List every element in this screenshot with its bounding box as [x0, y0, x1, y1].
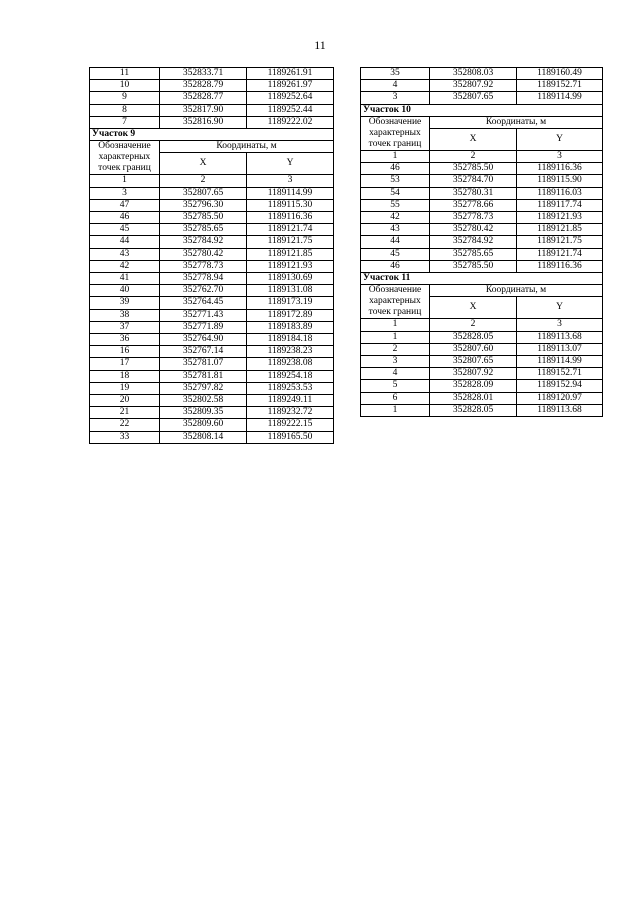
x-coordinate-cell: 352816.90: [160, 116, 247, 128]
x-coordinate-cell: 352807.65: [430, 92, 517, 104]
x-coordinate-cell: 352807.65: [430, 356, 517, 368]
right-column: [360, 67, 602, 417]
table-row: [90, 346, 334, 358]
y-coordinate-cell: 1189115.90: [517, 175, 603, 187]
column-number-cell: 3: [517, 151, 603, 163]
point-id-cell: 8: [90, 104, 160, 116]
y-coordinate-cell: 1189115.30: [247, 199, 334, 211]
x-coordinate-cell: 352833.71: [160, 68, 247, 80]
y-coordinate-cell: 1189252.44: [247, 104, 334, 116]
y-coordinate-cell: 1189113.07: [517, 343, 603, 355]
y-coordinate-cell: 1189121.93: [517, 212, 603, 224]
coordinates-header: Координаты, м: [160, 141, 334, 153]
point-id-cell: 2: [361, 343, 430, 355]
x-coordinate-cell: 352781.07: [160, 358, 247, 370]
table-row: [90, 309, 334, 321]
y-coordinate-cell: 1189222.02: [247, 116, 334, 128]
column-number-cell: 1: [361, 319, 430, 331]
point-id-cell: 40: [90, 285, 160, 297]
point-id-cell: 44: [361, 236, 430, 248]
coordinates-header: Координаты, м: [430, 285, 603, 297]
table-row: [90, 419, 334, 431]
y-coordinate-cell: 1189114.99: [247, 187, 334, 199]
y-header: Y: [517, 129, 603, 151]
section-title: Участок 11: [361, 273, 603, 285]
table-row: [90, 80, 334, 92]
y-coordinate-cell: 1189113.68: [517, 404, 603, 416]
table-row: [361, 92, 603, 104]
page-number: 11: [314, 38, 326, 52]
y-coordinate-cell: 1189152.71: [517, 368, 603, 380]
table-row: [361, 368, 603, 380]
y-coordinate-cell: 1189116.03: [517, 187, 603, 199]
x-coordinate-cell: 352828.05: [430, 331, 517, 343]
header-row: [361, 285, 603, 297]
table-row: [90, 273, 334, 285]
point-id-cell: 9: [90, 92, 160, 104]
table-row: [361, 68, 603, 80]
x-coordinate-cell: 352780.42: [160, 248, 247, 260]
point-id-cell: 36: [90, 334, 160, 346]
x-coordinate-cell: 352808.14: [160, 431, 247, 443]
x-coordinate-cell: 352796.30: [160, 199, 247, 211]
y-coordinate-cell: 1189232.72: [247, 407, 334, 419]
table-row: [361, 380, 603, 392]
column-number-cell: 3: [517, 319, 603, 331]
table-row: [90, 370, 334, 382]
x-coordinate-cell: 352778.73: [160, 260, 247, 272]
point-id-cell: 6: [361, 392, 430, 404]
x-coordinate-cell: 352764.90: [160, 334, 247, 346]
y-coordinate-cell: 1189261.91: [247, 68, 334, 80]
x-coordinate-cell: 352785.65: [430, 248, 517, 260]
point-id-cell: 22: [90, 419, 160, 431]
column-number-cell: 3: [247, 175, 334, 187]
point-id-cell: 43: [361, 224, 430, 236]
table-row: [90, 358, 334, 370]
x-coordinate-cell: 352828.05: [430, 404, 517, 416]
point-id-cell: 46: [361, 260, 430, 272]
x-coordinate-cell: 352778.73: [430, 212, 517, 224]
x-coordinate-cell: 352809.35: [160, 407, 247, 419]
x-coordinate-cell: 352764.45: [160, 297, 247, 309]
y-header: Y: [517, 297, 603, 319]
table-row: [90, 285, 334, 297]
column-number-cell: 1: [90, 175, 160, 187]
y-coordinate-cell: 1189113.68: [517, 331, 603, 343]
table-row: [90, 116, 334, 128]
table-row: [361, 248, 603, 260]
table-row: [90, 382, 334, 394]
table-row: [361, 331, 603, 343]
x-coordinate-cell: 352771.43: [160, 309, 247, 321]
x-header: X: [160, 153, 247, 175]
table-row: [361, 404, 603, 416]
point-id-cell: 33: [90, 431, 160, 443]
coordinates-table-left: [89, 67, 334, 444]
point-id-cell: 16: [90, 346, 160, 358]
table-row: [361, 80, 603, 92]
x-coordinate-cell: 352780.31: [430, 187, 517, 199]
point-id-cell: 35: [361, 68, 430, 80]
y-coordinate-cell: 1189116.36: [247, 212, 334, 224]
y-coordinate-cell: 1189116.36: [517, 260, 603, 272]
table-row: [90, 212, 334, 224]
y-coordinate-cell: 1189160.49: [517, 68, 603, 80]
table-row: [90, 92, 334, 104]
point-id-cell: 42: [90, 260, 160, 272]
point-id-cell: 3: [361, 92, 430, 104]
x-coordinate-cell: 352828.09: [430, 380, 517, 392]
x-coordinate-cell: 352778.66: [430, 199, 517, 211]
point-id-cell: 3: [90, 187, 160, 199]
table-row: [90, 297, 334, 309]
x-coordinate-cell: 352781.81: [160, 370, 247, 382]
table-row: [90, 236, 334, 248]
table-row: [90, 334, 334, 346]
column-number-cell: 1: [361, 151, 430, 163]
table-row: [90, 68, 334, 80]
y-coordinate-cell: 1189183.89: [247, 321, 334, 333]
x-coordinate-cell: 352784.70: [430, 175, 517, 187]
table-row: [90, 407, 334, 419]
point-id-cell: 46: [361, 163, 430, 175]
point-id-cell: 38: [90, 309, 160, 321]
column-number-row: [90, 175, 334, 187]
y-coordinate-cell: 1189249.11: [247, 395, 334, 407]
point-id-cell: 17: [90, 358, 160, 370]
x-coordinate-cell: 352785.50: [430, 260, 517, 272]
point-id-cell: 21: [90, 407, 160, 419]
point-id-cell: 53: [361, 175, 430, 187]
y-coordinate-cell: 1189121.74: [247, 224, 334, 236]
point-id-cell: 37: [90, 321, 160, 333]
point-id-cell: 4: [361, 80, 430, 92]
table-row: [90, 431, 334, 443]
x-coordinate-cell: 352785.50: [160, 212, 247, 224]
y-coordinate-cell: 1189120.97: [517, 392, 603, 404]
y-coordinate-cell: 1189121.85: [247, 248, 334, 260]
x-coordinate-cell: 352780.42: [430, 224, 517, 236]
point-id-cell: 3: [361, 356, 430, 368]
y-coordinate-cell: 1189252.64: [247, 92, 334, 104]
y-coordinate-cell: 1189121.93: [247, 260, 334, 272]
table-row: [90, 104, 334, 116]
y-coordinate-cell: 1189165.50: [247, 431, 334, 443]
point-id-cell: 39: [90, 297, 160, 309]
table-row: [361, 212, 603, 224]
column-number-row: [361, 319, 603, 331]
column-number-cell: 2: [160, 175, 247, 187]
x-coordinate-cell: 352807.60: [430, 343, 517, 355]
y-coordinate-cell: 1189121.74: [517, 248, 603, 260]
y-coordinate-cell: 1189173.19: [247, 297, 334, 309]
y-coordinate-cell: 1189261.97: [247, 80, 334, 92]
point-id-cell: 46: [90, 212, 160, 224]
x-coordinate-cell: 352809.60: [160, 419, 247, 431]
x-coordinate-cell: 352785.65: [160, 224, 247, 236]
x-coordinate-cell: 352807.65: [160, 187, 247, 199]
y-coordinate-cell: 1189253.53: [247, 382, 334, 394]
table-row: [90, 224, 334, 236]
table-row: [90, 321, 334, 333]
section-title-row: [361, 104, 603, 116]
point-id-cell: 54: [361, 187, 430, 199]
table-row: [90, 199, 334, 211]
point-id-cell: 1: [361, 404, 430, 416]
x-coordinate-cell: 352771.89: [160, 321, 247, 333]
y-coordinate-cell: 1189130.69: [247, 273, 334, 285]
point-id-cell: 4: [361, 368, 430, 380]
point-id-cell: 11: [90, 68, 160, 80]
point-id-cell: 47: [90, 199, 160, 211]
table-row: [361, 236, 603, 248]
y-coordinate-cell: 1189238.08: [247, 358, 334, 370]
y-coordinate-cell: 1189121.75: [517, 236, 603, 248]
point-id-cell: 45: [361, 248, 430, 260]
y-coordinate-cell: 1189152.71: [517, 80, 603, 92]
table-row: [361, 260, 603, 272]
section-title-row: [90, 129, 334, 141]
point-id-cell: 20: [90, 395, 160, 407]
section-title-row: [361, 273, 603, 285]
x-header: X: [430, 129, 517, 151]
x-header: X: [430, 297, 517, 319]
table-row: [361, 343, 603, 355]
table-row: [361, 163, 603, 175]
x-coordinate-cell: 352778.94: [160, 273, 247, 285]
column-number-cell: 2: [430, 319, 517, 331]
y-coordinate-cell: 1189131.08: [247, 285, 334, 297]
y-coordinate-cell: 1189184.18: [247, 334, 334, 346]
table-row: [361, 356, 603, 368]
y-coordinate-cell: 1189121.75: [247, 236, 334, 248]
y-coordinate-cell: 1189152.94: [517, 380, 603, 392]
column-number-cell: 2: [430, 151, 517, 163]
y-coordinate-cell: 1189116.36: [517, 163, 603, 175]
point-id-cell: 45: [90, 224, 160, 236]
coordinates-header: Координаты, м: [430, 116, 603, 128]
x-coordinate-cell: 352767.14: [160, 346, 247, 358]
x-coordinate-cell: 352807.92: [430, 368, 517, 380]
y-coordinate-cell: 1189222.15: [247, 419, 334, 431]
section-title: Участок 9: [90, 129, 334, 141]
section-title: Участок 10: [361, 104, 603, 116]
x-coordinate-cell: 352797.82: [160, 382, 247, 394]
table-row: [361, 175, 603, 187]
y-coordinate-cell: 1189114.99: [517, 356, 603, 368]
point-id-cell: 10: [90, 80, 160, 92]
x-coordinate-cell: 352828.01: [430, 392, 517, 404]
x-coordinate-cell: 352784.92: [430, 236, 517, 248]
left-column: [89, 67, 333, 444]
coordinates-table-right: [360, 67, 603, 417]
table-row: [90, 248, 334, 260]
point-id-cell: 43: [90, 248, 160, 260]
x-coordinate-cell: 352802.58: [160, 395, 247, 407]
point-id-cell: 18: [90, 370, 160, 382]
point-id-cell: 5: [361, 380, 430, 392]
x-coordinate-cell: 352828.79: [160, 80, 247, 92]
column-number-row: [361, 151, 603, 163]
table-row: [361, 199, 603, 211]
y-coordinate-cell: 1189114.99: [517, 92, 603, 104]
designation-header: Обозначение характерных точек границ: [90, 141, 160, 175]
table-row: [90, 395, 334, 407]
x-coordinate-cell: 352762.70: [160, 285, 247, 297]
point-id-cell: 1: [361, 331, 430, 343]
header-row: [361, 116, 603, 128]
point-id-cell: 19: [90, 382, 160, 394]
x-coordinate-cell: 352828.77: [160, 92, 247, 104]
point-id-cell: 44: [90, 236, 160, 248]
table-row: [361, 187, 603, 199]
point-id-cell: 7: [90, 116, 160, 128]
x-coordinate-cell: 352817.90: [160, 104, 247, 116]
point-id-cell: 41: [90, 273, 160, 285]
header-row: [90, 141, 334, 153]
point-id-cell: 42: [361, 212, 430, 224]
table-row: [90, 260, 334, 272]
x-coordinate-cell: 352807.92: [430, 80, 517, 92]
y-header: Y: [247, 153, 334, 175]
table-row: [361, 224, 603, 236]
x-coordinate-cell: 352784.92: [160, 236, 247, 248]
designation-header: Обозначение характерных точек границ: [361, 285, 430, 319]
point-id-cell: 55: [361, 199, 430, 211]
y-coordinate-cell: 1189238.23: [247, 346, 334, 358]
x-coordinate-cell: 352808.03: [430, 68, 517, 80]
y-coordinate-cell: 1189117.74: [517, 199, 603, 211]
x-coordinate-cell: 352785.50: [430, 163, 517, 175]
y-coordinate-cell: 1189172.89: [247, 309, 334, 321]
y-coordinate-cell: 1189121.85: [517, 224, 603, 236]
table-row: [90, 187, 334, 199]
designation-header: Обозначение характерных точек границ: [361, 116, 430, 150]
table-row: [361, 392, 603, 404]
y-coordinate-cell: 1189254.18: [247, 370, 334, 382]
